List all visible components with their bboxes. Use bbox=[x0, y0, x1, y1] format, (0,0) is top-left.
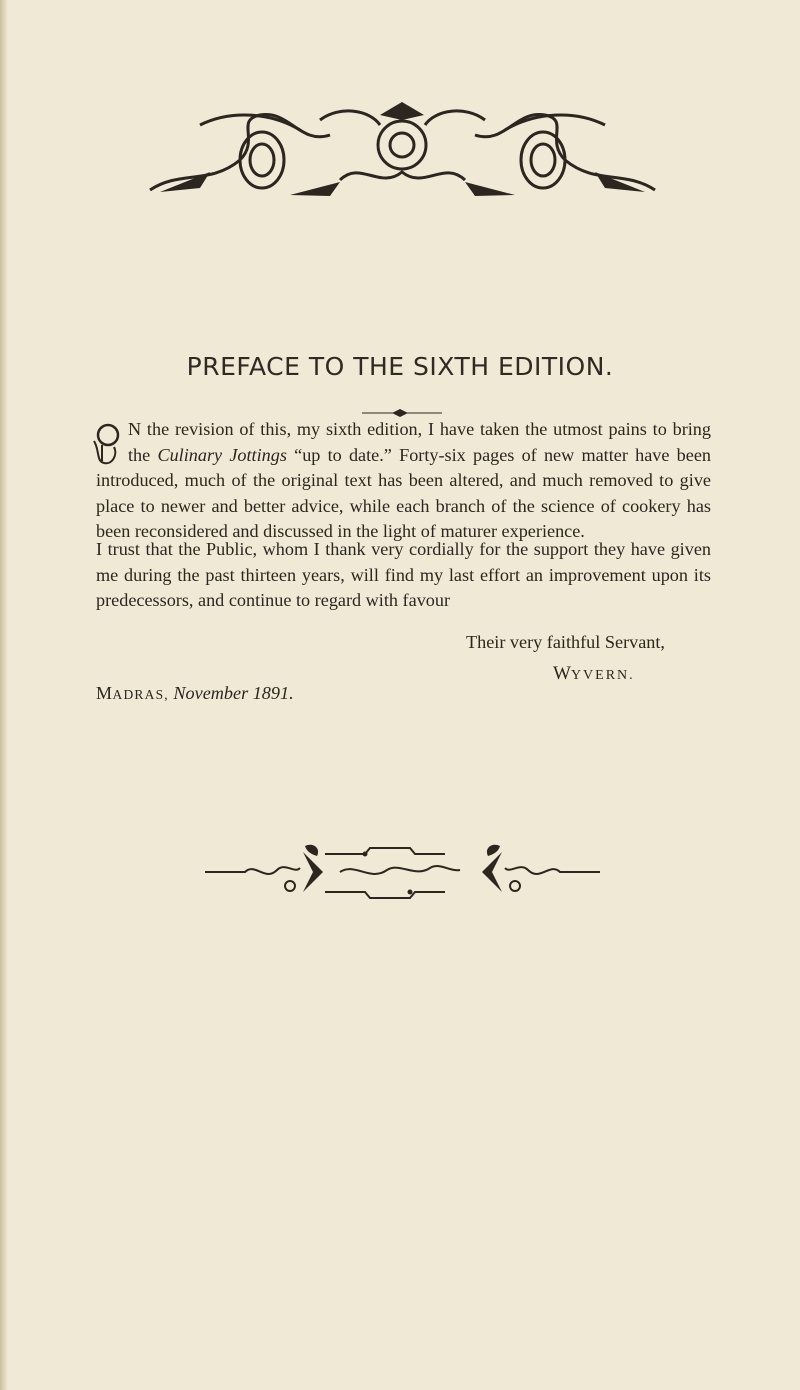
place-date bbox=[96, 683, 294, 704]
ornamental-initial-icon bbox=[90, 421, 124, 467]
preface-paragraph-1 bbox=[96, 417, 711, 545]
floral-headpiece-icon bbox=[140, 100, 665, 200]
book-title: Culinary Jottings bbox=[157, 444, 287, 465]
paragraph1-opening: N the revision of this, my sixth edition, I have taken the utmost pains to bring the bbox=[128, 419, 711, 465]
paragraph1-end: “up to date.” Forty-six pages of new matter have been introduced, much of the original text has been altered, and much removed to give place to newer and better advice, while each branch of the science of cookery has been reconsidered and discussed in the light of maturer experience. bbox=[96, 444, 711, 542]
page-title: PREFACE TO THE SIXTH EDITION. bbox=[186, 352, 614, 381]
place-rest: ADRAS, bbox=[112, 687, 169, 702]
place-initial: M bbox=[96, 683, 113, 703]
date: November 1891. bbox=[173, 683, 294, 703]
page-edge bbox=[0, 0, 8, 1390]
signature bbox=[553, 663, 635, 685]
signature-initial: W bbox=[553, 663, 571, 684]
scroll-tailpiece-icon bbox=[205, 842, 600, 900]
preface-paragraph-2: I trust that the Public, whom I thank very cordially for the support they have given me during the past thirteen years, will find my last effort an improvement upon its predecessors, and continue to regard with favour bbox=[96, 539, 711, 611]
signature-rest: YVERN. bbox=[570, 668, 635, 683]
closing-line: Their very faithful Servant, bbox=[466, 632, 665, 652]
